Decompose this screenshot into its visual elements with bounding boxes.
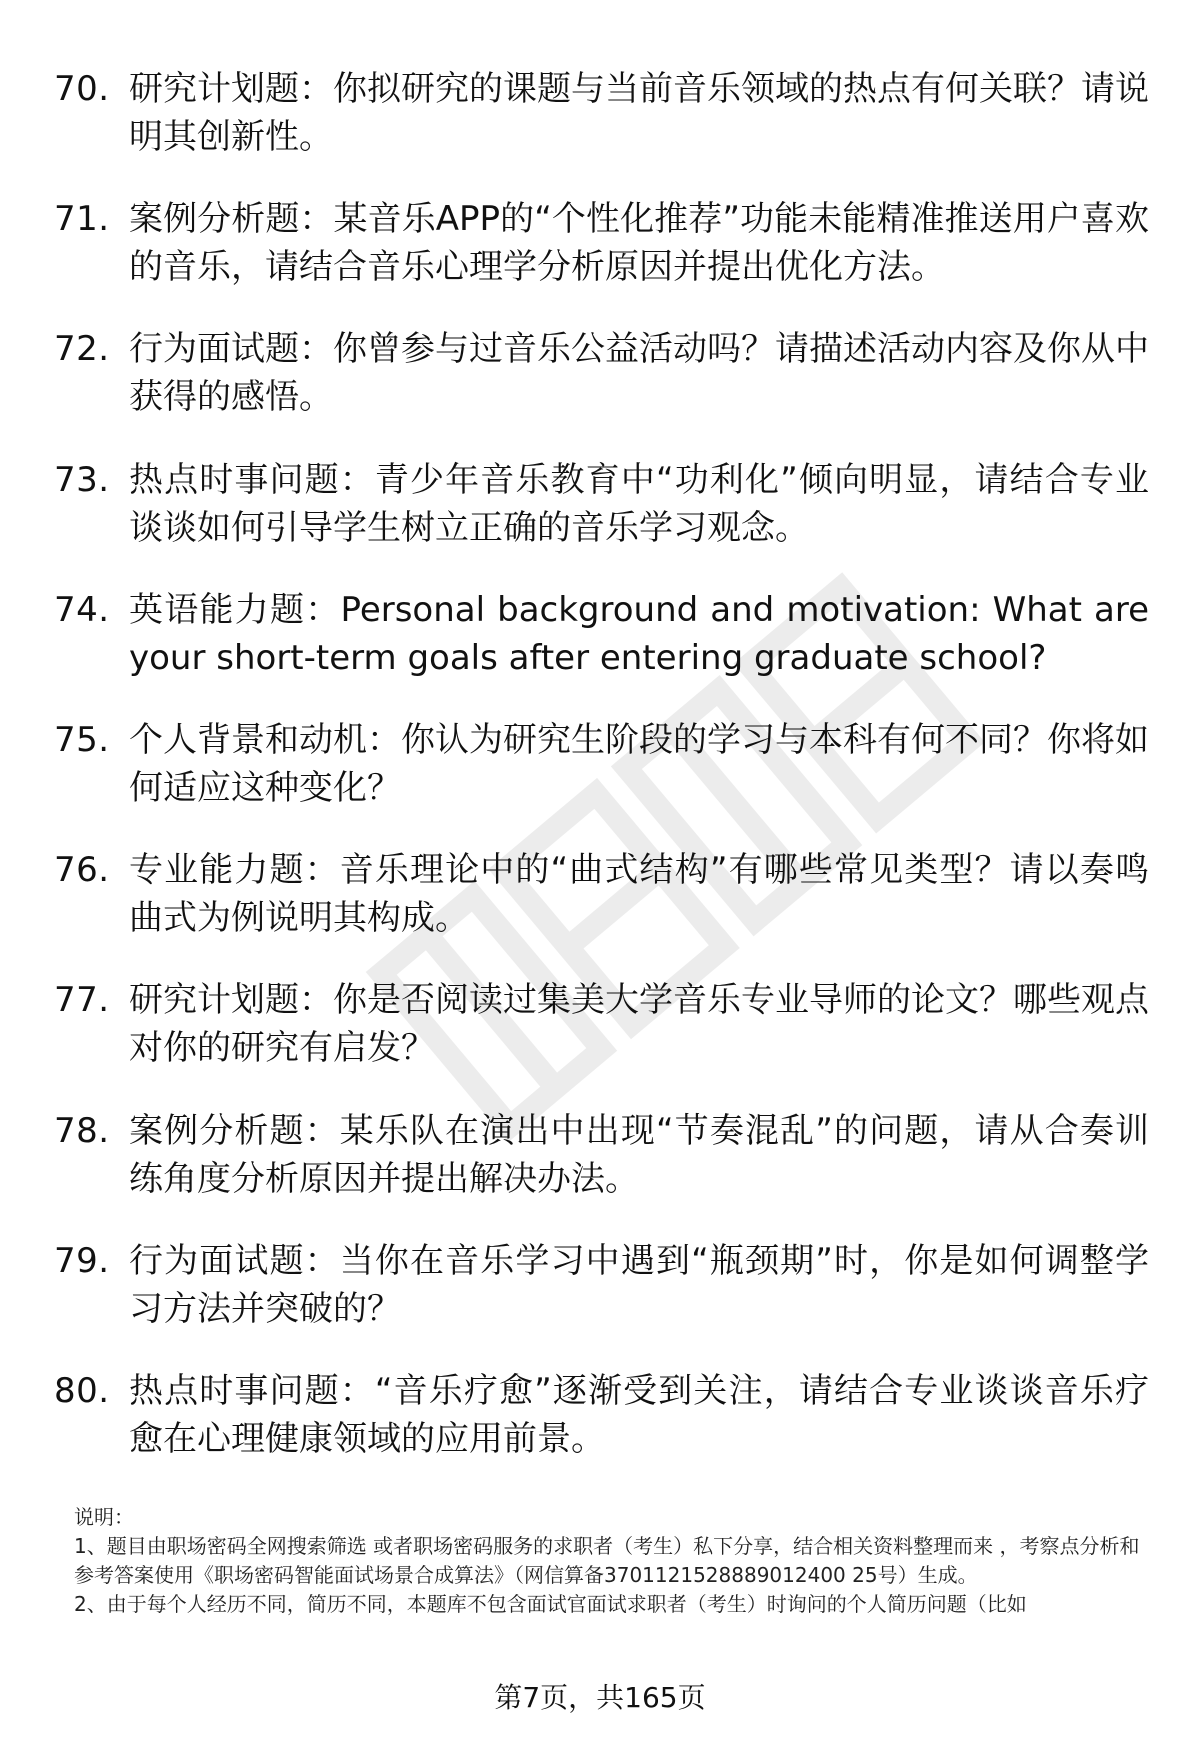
question-number: 72. [54, 329, 110, 370]
question-item [54, 1097, 1154, 1227]
question-number: 70. [54, 69, 110, 109]
question-item [54, 576, 1154, 706]
question-number: 79. [54, 1240, 110, 1281]
question-text: 案例分析题：某乐队在演出中出现“节奏混乱”的问题，请从合奏训练角度分析原因并提出解决办法。 [129, 1110, 1149, 1199]
question-text: 热点时事问题：青少年音乐教育中“功利化”倾向明显，请结合专业谈谈如何引导学生树立正确的音乐学习观念。 [129, 459, 1149, 548]
notes-item: 1、题目由职场密码全网搜索筛选 或者职场密码服务的求职者（考生）私下分享，结合相关资料整理而来 ，考察点分析和参考答案使用《职场密码智能面试场景合成算法》（网信算备3701121528889012400 25号）生成。 [74, 1534, 1140, 1587]
question-number: 71. [54, 199, 110, 240]
question-text: 案例分析题：某音乐APP的“个性化推荐”功能未能精准推送用户喜欢的音乐，请结合音乐心理学分析原因并提出优化方法。 [129, 199, 1149, 288]
question-text: 专业能力题：音乐理论中的“曲式结构”有哪些常见类型？请以奏鸣曲式为例说明其构成。 [129, 850, 1149, 939]
question-item [54, 55, 1154, 185]
question-number: 73. [54, 459, 110, 500]
notes-section [74, 1503, 1154, 1619]
question-text: 英语能力题：Personal background and motivation: What are your short-term goals after entering graduate school? [129, 589, 1149, 678]
question-list [54, 55, 1154, 1487]
question-item [54, 1227, 1154, 1357]
question-text: 行为面试题：你曾参与过音乐公益活动吗？请描述活动内容及你从中获得的感悟。 [129, 329, 1149, 418]
question-item [54, 706, 1154, 836]
question-text: 热点时事问题：“音乐疗愈”逐渐受到关注，请结合专业谈谈音乐疗愈在心理健康领域的应用前景。 [129, 1370, 1149, 1459]
question-text: 研究计划题：你拟研究的课题与当前音乐领域的热点有何关联？请说明其创新性。 [129, 69, 1149, 157]
question-text: 研究计划题：你是否阅读过集美大学音乐专业导师的论文？哪些观点对你的研究有启发？ [129, 980, 1149, 1069]
notes-item: 2、由于每个人经历不同，简历不同，本题库不包含面试官面试求职者（考生）时询问的个人简历问题（比如 [74, 1592, 1027, 1616]
question-item [54, 315, 1154, 445]
notes-heading: 说明： [74, 1505, 134, 1529]
question-number: 77. [54, 980, 110, 1021]
question-number: 75. [54, 719, 110, 760]
question-number: 78. [54, 1110, 110, 1151]
question-number: 80. [54, 1370, 110, 1411]
question-item [54, 1357, 1154, 1487]
question-text: 行为面试题：当你在音乐学习中遇到“瓶颈期”时，你是如何调整学习方法并突破的？ [129, 1240, 1149, 1329]
question-item [54, 836, 1154, 966]
question-number: 76. [54, 850, 110, 891]
question-text: 个人背景和动机：你认为研究生阶段的学习与本科有何不同？你将如何适应这种变化？ [129, 719, 1149, 808]
question-item [54, 185, 1154, 315]
question-number: 74. [54, 589, 110, 630]
question-item [54, 446, 1154, 576]
page-number: 第7页，共165页 [494, 1681, 706, 1714]
question-item [54, 966, 1154, 1096]
